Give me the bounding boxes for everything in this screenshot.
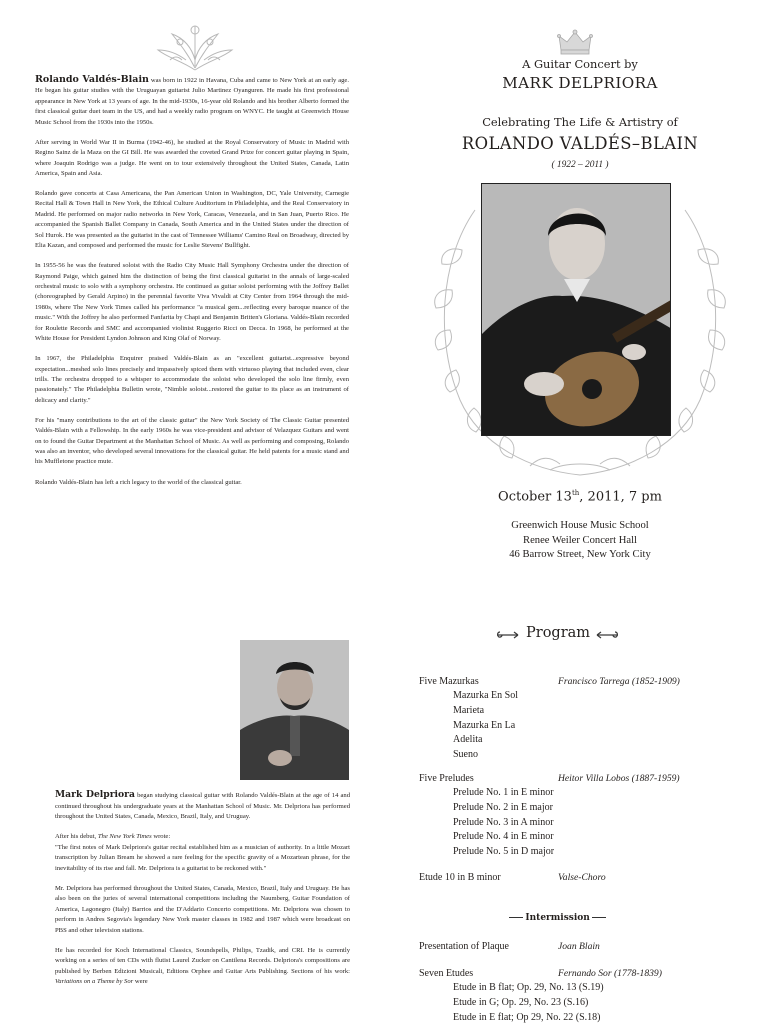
program-movement: Etude in B flat; Op. 29, No. 13 (S.19) xyxy=(453,982,604,993)
bio-paragraph: Mr. Delpriora has performed throughout the United States, Canada, Mexico, Brazil, Italy and Uruguay. He has also been on the juries of several international competitions including the Naumberg, Guitar Foundation of America, Lagonegro (Italy) Barrios and the D'Addario Concerto competitions. Mr. Delpriora was chosen to perform in Andres Segovia's legendary New York master classes in 1982 and 1987 which were broadcast on PBS and other television stations. xyxy=(55,884,350,934)
program-movement: Sueno xyxy=(453,749,478,761)
honoree-name: ROLANDO VALDÉS–BLAIN xyxy=(461,134,699,153)
bio-paragraph: He has recorded for Koch International Classics, Soundspells, Philips, Tzadik, and CRI. He is currently working on a series of ten CDs with flutist Laurel Zucker on Cantilena Records. Delpriora's compositions are published by Berben Edizioni Musicali, Editions Orphee and Guitar Arts Publishing. Sections of his work: Variations on a Theme by Sor were xyxy=(55,946,350,986)
program-movement: Prelude No. 1 in E minor xyxy=(453,787,554,798)
scroll-right-icon xyxy=(595,630,619,640)
program-movement: Adelita xyxy=(453,734,483,746)
program-movement: Etude in E flat; Op 29, No. 22 (S.18) xyxy=(453,1011,601,1023)
event-date: October 13th, 2011, 7 pm xyxy=(498,489,662,505)
program-piece-title: Etude 10 in B minor xyxy=(419,872,501,883)
program-composer: Valse-Choro xyxy=(558,872,606,883)
portrait-photo xyxy=(481,183,671,436)
program-composer: Heitor Villa Lobos (1887-1959) xyxy=(558,773,680,784)
dash-ornament xyxy=(509,917,523,918)
bio-paragraph: In 1967, the Philadelphia Enquirer praised Valdés-Blain as an "excellent guitarist...expressive beyond expectation...meshed solo lines precisely and impassively spiced them with virtuoso playing that included even, clear trills. The orchestra dropped to a whisper to accommodate the soloist who developed the solo line firmly, even passionately." The Philadelphia Bulletin wrote, "Nimble soloist...restored the guitar to its place as an instrument of delicacy and clarity." xyxy=(35,355,349,404)
venue-address: 46 Barrow Street, New York City xyxy=(509,549,651,560)
mark-delpriora-photo xyxy=(240,640,349,780)
bio-paragraph: Rolando Valdés-Blain was born in 1922 in Havana, Cuba and came to New York at an early age. He began his guitar studies with the Uruguayan guitarist Julio Martinez Oyanguren. He made his first professional appearance in New York at 13 years of age. In the mid-1930s, 16-year old Rolando and his brother Alberto formed the first classical guitar duet team in the US, and had a weekly radio program on WNYC. He taught at Greenwich House Music School from the 1930s into the 1950s. xyxy=(35,74,349,126)
bio-paragraph: Rolando gave concerts at Casa Americana, the Pan American Union in Washington, DC, Yale University, Carnegie Recital Hall & Town Hall in New York, the Ethical Culture Auditorium in Philadelphia, and the Real Conservatory in Madrid. He performed on major radio networks in New York, Caracas, Venezuela, and in San Juan, Puerto Rico. He accompanied the Spanish Ballet Company in Canada, South America and in the United States under the direction of Sol Hurok. He was presented as the guitarist in the cast of Tennessee Williams' Camino Real on Broadway, directed by Elia Kazan, and composed and performed the music for Leslie Stevens' Bullfight. xyxy=(35,190,349,250)
program-piece-title: Five Mazurkas xyxy=(419,676,479,687)
bio-paragraph: For his "many contributions to the art of the classic guitar" the New York Society of The Classic Guitar presented Valdés-Blain with a Fellowship. In the early 1960s he was vice-president and advisor of Velazquez Guitars and went on to found the Guitar Department at the Manhattan School of Music. As well as performing and composing, Rolando was also an inventor, who developed several innovations for the classical guitar. He held patents for a music stand and his Muffletone practice mute. xyxy=(35,416,349,466)
program-piece-title: Seven Etudes xyxy=(419,968,474,979)
concert-subtitle: A Guitar Concert by xyxy=(522,57,638,71)
mark-bio-name: Mark Delpriora xyxy=(55,789,135,800)
dash-ornament xyxy=(592,917,606,918)
intermission-label: Intermission xyxy=(525,913,590,923)
bio-paragraph: After his debut, The New York Times wrote: xyxy=(55,832,171,840)
program-composer: Francisco Tarrega (1852-1909) xyxy=(558,676,680,687)
hall-name: Renee Weiler Concert Hall xyxy=(523,535,637,546)
program-presenter: Joan Blain xyxy=(558,941,600,952)
program-movement: Mazurka En La xyxy=(453,719,516,731)
program-composer: Fernando Sor (1778-1839) xyxy=(558,968,662,979)
celebration-subtitle: Celebrating The Life & Artistry of xyxy=(482,115,678,129)
performer-name: MARK DELPRIORA xyxy=(502,74,658,92)
honoree-dates: ( 1922 – 2011 ) xyxy=(551,160,609,170)
program-movement: Mazurka En Sol xyxy=(453,690,518,701)
program-piece-title: Five Preludes xyxy=(419,773,474,784)
bio-paragraph: Rolando Valdés-Blain has left a rich legacy to the world of the classical guitar. xyxy=(35,478,242,486)
program-movement-list xyxy=(453,689,518,763)
program-movement: Prelude No. 4 in E minor xyxy=(453,831,554,843)
program-movement: Marieta xyxy=(453,704,485,716)
intermission-divider xyxy=(509,911,606,926)
program-movement: Prelude No. 2 in E major xyxy=(453,801,553,813)
program-title: Program xyxy=(526,625,591,641)
bio-paragraph: After serving in World War II in Burma (1942-46), he studied at the Royal Conservatory of Music in Madrid with Regino Sainz de la Maza on the GI Bill. He was awarded the coveted Grand Prize for concert guitar playing in Spain, where Joaquin Rodrigo was a judge. He went on to tour extensively throughout the United States, Canada, Latin America, Spain and Asia. xyxy=(35,138,349,177)
program-piece-title: Presentation of Plaque xyxy=(419,941,509,952)
delpriora-biography xyxy=(55,790,350,997)
program-movement-list xyxy=(453,786,554,860)
venue-name: Greenwich House Music School xyxy=(511,520,649,531)
press-quote: "The first notes of Mark Delpriora's guitar recital established him as a musician of authority. In a little Mozart transcription by Julian Bream he showed a rare feeling for the specific gravity of a Mozartean phrase, for the inevitability of its rise and fall. Mr. Delpriora is a guitarist to be reckoned with." xyxy=(55,843,350,872)
flourish-icon xyxy=(150,20,240,72)
bio-name: Rolando Valdés-Blain xyxy=(35,74,149,85)
crown-icon xyxy=(557,28,593,56)
program-movement: Etude in G; Op. 29, No. 23 (S.16) xyxy=(453,996,589,1008)
bio-paragraph: Mark Delpriora began studying classical guitar with Rolando Valdés-Blain at the age of 14 and continued throughout his undergraduate years at the Manhattan School of Music. Mr. Delpriora has performed throughout the United States, Canada, Mexico, Brazil, Italy, and Uruguay. xyxy=(55,789,350,821)
valdes-blain-biography xyxy=(35,75,349,498)
program-movement-list xyxy=(453,981,604,1024)
program-movement: Prelude No. 3 in A minor xyxy=(453,816,554,828)
bio-paragraph: In 1955-56 he was the featured soloist with the Radio City Music Hall Symphony Orchestra under the direction of Raymond Paige, which gained him the distinction of being the first classical guitarist in the annals of large-scaled orchestral music to solo with a symphony orchestra. He continued as guitar soloist performing with the Joffrey Ballet (choreographed by Gerald Arpino) in the perennial favorite Viva Vivaldi at City Center from 1964 through the mid-1980s, where The New York Times called his performance "a musical gem...reflecting every baroque nuance of the music." With the Joffrey he also performed Fanfarita by Chapi and Benjamin Britten's Gloriana. Valdés-Blain recorded for Roulette Records and SMC and accompanied violinist Ruggerio Ricci on Decca. In 1968, he performed at the White House for President Lyndon Johnson and King Olaf of Norway. xyxy=(35,262,349,342)
scroll-left-icon xyxy=(496,630,520,640)
performer-photo-image xyxy=(240,640,349,780)
program-movement: Prelude No. 5 in D major xyxy=(453,846,555,858)
guitarist-portrait-image xyxy=(482,184,671,436)
